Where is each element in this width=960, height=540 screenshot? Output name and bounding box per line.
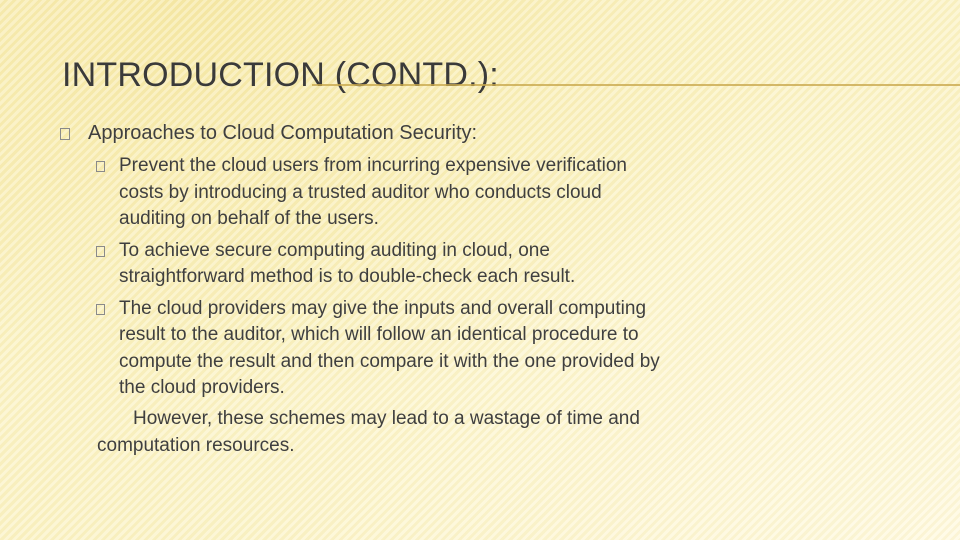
sub-bullet-line: auditing on behalf of the users. — [119, 208, 379, 229]
square-bullet-icon — [96, 246, 105, 257]
sub-bullet-line: Prevent the cloud users from incurring expensive verification — [119, 155, 627, 176]
sub-bullet-item — [119, 238, 749, 291]
square-bullet-icon — [96, 161, 105, 172]
main-bullet-text: Approaches to Cloud Computation Security: — [88, 122, 478, 144]
slide-body — [60, 118, 780, 402]
sub-bullet-line: compute the result and then compare it with the one provided by — [119, 350, 660, 372]
square-bullet-icon — [96, 304, 105, 315]
sub-bullet-item — [119, 296, 749, 402]
sub-bullet-line: the cloud providers. — [119, 377, 285, 398]
sub-bullet-line: To achieve secure computing auditing in cloud, one — [119, 239, 550, 261]
sub-bullet-line: straightforward method is to double-check each result. — [119, 266, 576, 287]
sub-bullet-line: costs by introducing a trusted auditor who conducts cloud — [119, 181, 602, 203]
sub-bullet-item — [119, 153, 749, 233]
sub-bullet-line: result to the auditor, which will follow an identical procedure to — [119, 324, 639, 345]
closing-note-line: However, these schemes may lead to a wastage of time and — [133, 408, 640, 429]
main-bullet-item — [60, 118, 780, 148]
closing-note-line: computation resources. — [97, 435, 295, 456]
title-underline-rule — [312, 84, 960, 86]
square-bullet-icon — [60, 128, 70, 140]
slide-title: INTRODUCTION (CONTD.): — [62, 56, 499, 94]
sub-bullet-line: The cloud providers may give the inputs and overall computing — [119, 297, 647, 319]
closing-note — [97, 405, 757, 459]
